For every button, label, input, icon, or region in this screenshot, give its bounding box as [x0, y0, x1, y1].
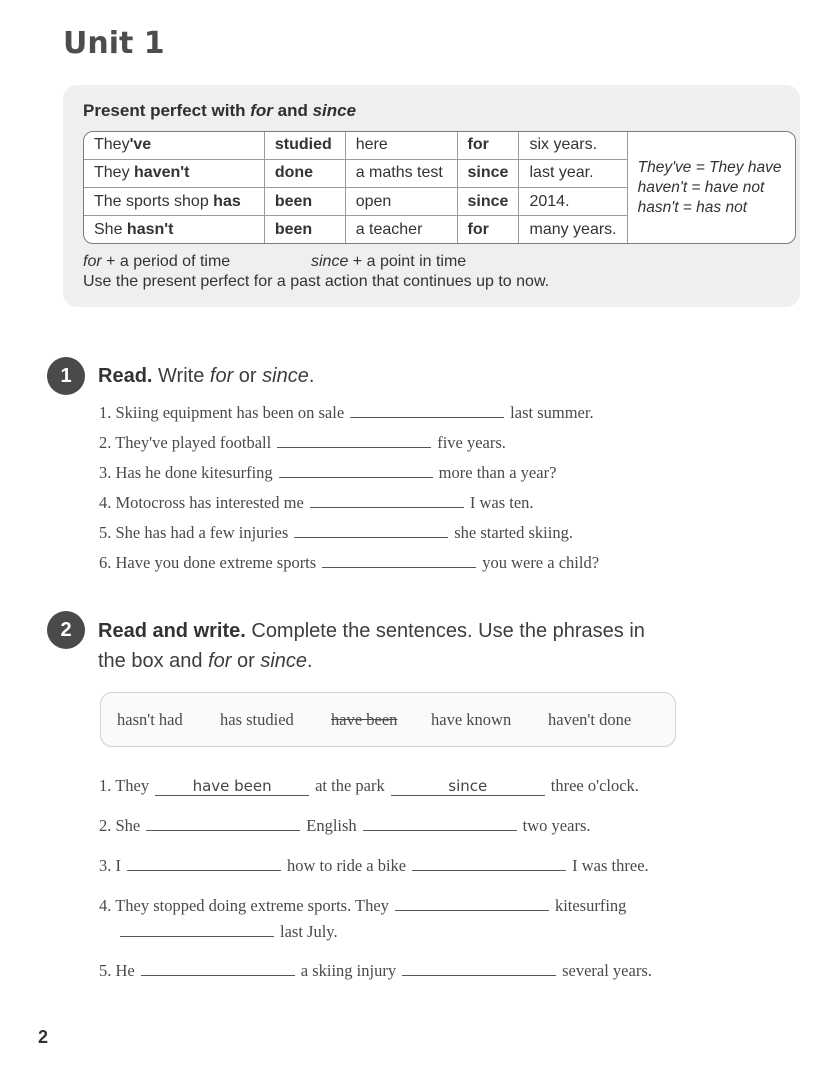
- object-cell: here: [345, 132, 457, 159]
- phrase-item: has studied: [220, 710, 294, 729]
- exercise-1-item: 2. They've played football five years.: [99, 433, 506, 452]
- object-cell: a teacher: [345, 216, 457, 243]
- exercise-2-item: 3. I how to ride a bike I was three.: [99, 856, 649, 875]
- grammar-title: Present perfect with for and since: [83, 101, 357, 120]
- answer-blank[interactable]: [141, 974, 295, 976]
- exercise-1-item: 4. Motocross has interested me I was ten.: [99, 493, 534, 512]
- answer-blank[interactable]: [277, 446, 431, 448]
- exercise-1-item: 3. Has he done kitesurfing more than a year?: [99, 463, 557, 482]
- grammar-table: [83, 131, 796, 244]
- exercise-2-item: 2. She English two years.: [99, 816, 591, 835]
- exercise-2-title: Read and write. Complete the sentences. Use the phrases in the box and for or since.: [98, 620, 645, 672]
- page-number: 2: [38, 1027, 49, 1047]
- answer-blank[interactable]: [322, 566, 476, 568]
- unit-title: Unit 1: [63, 26, 165, 61]
- exercise-2-item: 4. They stopped doing extreme sports. They kitesurfing: [99, 896, 627, 915]
- verb-cell: been: [264, 187, 345, 215]
- answer-blank[interactable]: [310, 506, 464, 508]
- prep-cell: for: [457, 216, 519, 243]
- time-cell: last year.: [519, 159, 627, 187]
- answer-blank[interactable]: [294, 536, 448, 538]
- answer-blank[interactable]: [350, 416, 504, 418]
- rule-note: for + a period of time since + a point in time: [83, 253, 467, 270]
- object-cell: open: [345, 187, 457, 215]
- verb-cell: been: [264, 216, 345, 243]
- phrase-item-used: have been: [331, 710, 398, 729]
- subject-cell: She hasn't: [84, 216, 264, 243]
- usage-note: Use the present perfect for a past action that continues up to now.: [83, 273, 550, 290]
- exercise-2-item-continued: last July.: [120, 922, 344, 942]
- exercise-2-item: 1. They have been at the park since three o'clock.: [99, 776, 639, 795]
- answer-blank[interactable]: [402, 974, 556, 976]
- prep-cell: since: [457, 187, 519, 215]
- grammar-box: [63, 85, 800, 307]
- time-cell: six years.: [519, 132, 627, 159]
- exercise-number-badge: 1: [47, 357, 85, 395]
- verb-cell: studied: [264, 132, 345, 159]
- prep-cell: for: [457, 132, 519, 159]
- verb-cell: done: [264, 159, 345, 187]
- subject-cell: They haven't: [84, 159, 264, 187]
- answer-blank[interactable]: [279, 476, 433, 478]
- table-row: [84, 132, 795, 159]
- answer-blank[interactable]: [146, 829, 300, 831]
- phrase-item: hasn't had: [117, 710, 183, 729]
- time-cell: many years.: [519, 216, 627, 243]
- answer-blank[interactable]: [363, 829, 517, 831]
- phrase-box: [100, 692, 676, 747]
- answer-blank[interactable]: [395, 909, 549, 911]
- time-cell: 2014.: [519, 187, 627, 215]
- exercise-1-title: Read. Write for or since.: [98, 365, 315, 387]
- exercise-number-badge: 2: [47, 611, 85, 649]
- subject-cell: The sports shop has: [84, 187, 264, 215]
- answer-blank-filled[interactable]: have been: [155, 777, 309, 796]
- answer-blank[interactable]: [412, 869, 566, 871]
- phrase-item: have known: [431, 710, 512, 729]
- answer-blank[interactable]: [127, 869, 281, 871]
- exercise-1-item: 1. Skiing equipment has been on sale last summer.: [99, 403, 594, 422]
- phrase-item: haven't done: [548, 710, 632, 729]
- answer-blank-filled[interactable]: since: [391, 777, 545, 796]
- answer-blank[interactable]: [120, 935, 274, 937]
- object-cell: a maths test: [345, 159, 457, 187]
- contractions-note: They've = They have haven't = have not hasn't = has not: [637, 158, 782, 216]
- exercise-1-item: 5. She has had a few injuries she started skiing.: [99, 523, 573, 542]
- exercise-1-item: 6. Have you done extreme sports you were a child?: [99, 553, 600, 572]
- subject-cell: They've: [84, 132, 264, 159]
- exercise-2-item: 5. He a skiing injury several years.: [99, 961, 652, 980]
- prep-cell: since: [457, 159, 519, 187]
